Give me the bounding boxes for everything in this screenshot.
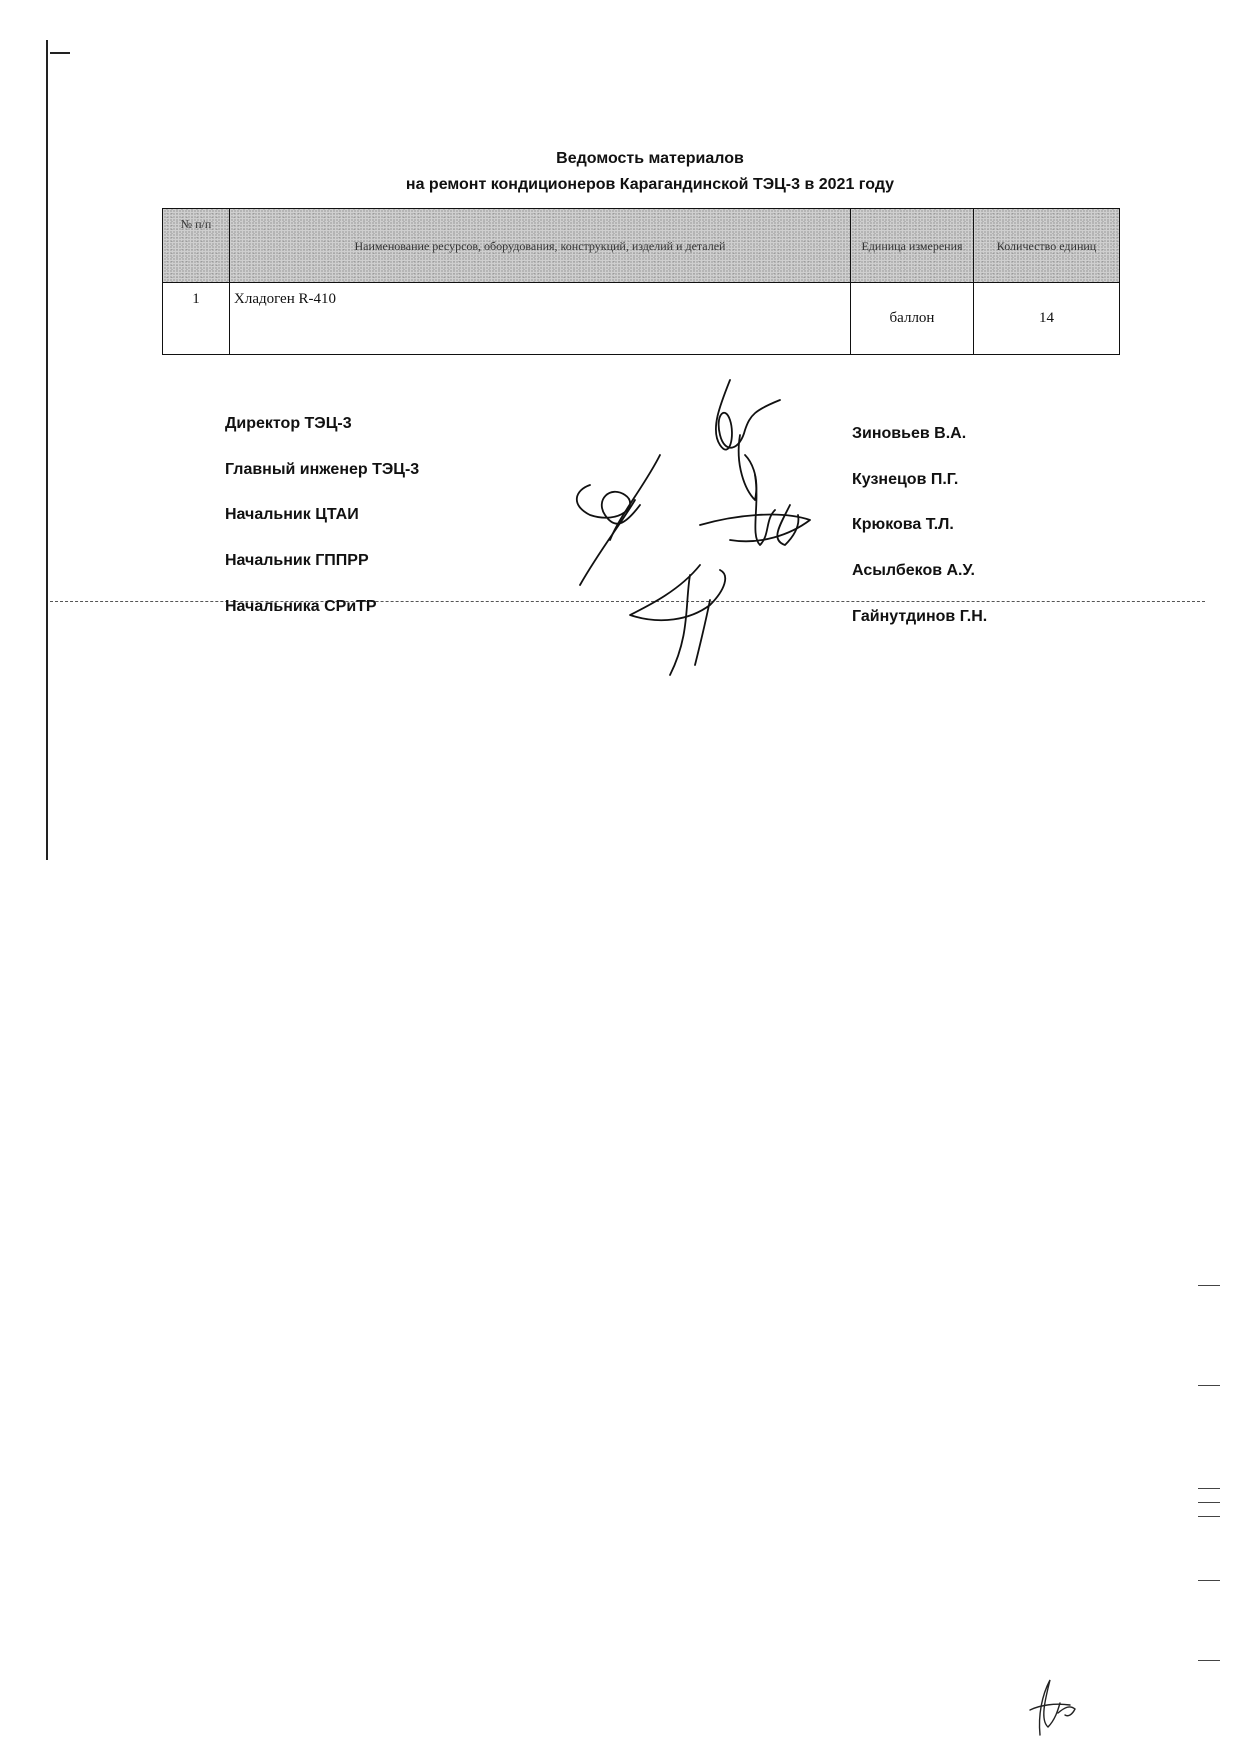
signatory-name: Зиновьев В.А. [852, 425, 967, 442]
cell-name: Хладоген R-410 [230, 283, 851, 355]
document-title: Ведомость материалов [556, 150, 744, 167]
scan-edge-marks [1180, 0, 1240, 1754]
scan-border-tick [50, 52, 70, 54]
cell-number: 1 [163, 283, 230, 355]
table-header-row [163, 209, 1120, 283]
header-quantity: Количество единиц [974, 209, 1120, 283]
signatory-position: Начальник ЦТАИ [225, 506, 359, 523]
signatory-name: Асылбеков А.У. [852, 562, 975, 579]
signatory-name: Кузнецов П.Г. [852, 471, 959, 488]
cell-unit: баллон [851, 283, 974, 355]
header-name: Наименование ресурсов, оборудования, конструкций, изделий и деталей [230, 209, 851, 283]
signatory-name: Гайнутдинов Г.Н. [852, 608, 988, 625]
signatory-name: Крюкова Т.Л. [852, 516, 954, 533]
handwritten-signatures [560, 375, 820, 695]
signatory-position: Начальник ГППРР [225, 552, 369, 569]
materials-table [162, 208, 1120, 355]
cell-quantity: 14 [974, 283, 1120, 355]
initials-mark [1020, 1665, 1090, 1740]
signatory-position: Главный инженер ТЭЦ-3 [225, 461, 420, 478]
table-row [163, 283, 1120, 355]
signatory-position: Директор ТЭЦ-3 [225, 415, 352, 432]
signatory-position: Начальника СРиТР [225, 598, 377, 615]
scan-border-line [46, 40, 48, 860]
header-number: № п/п [163, 209, 230, 283]
document-subtitle: на ремонт кондиционеров Карагандинской ТЭЦ-3 в 2021 году [405, 176, 895, 193]
header-unit: Единица измерения [851, 209, 974, 283]
